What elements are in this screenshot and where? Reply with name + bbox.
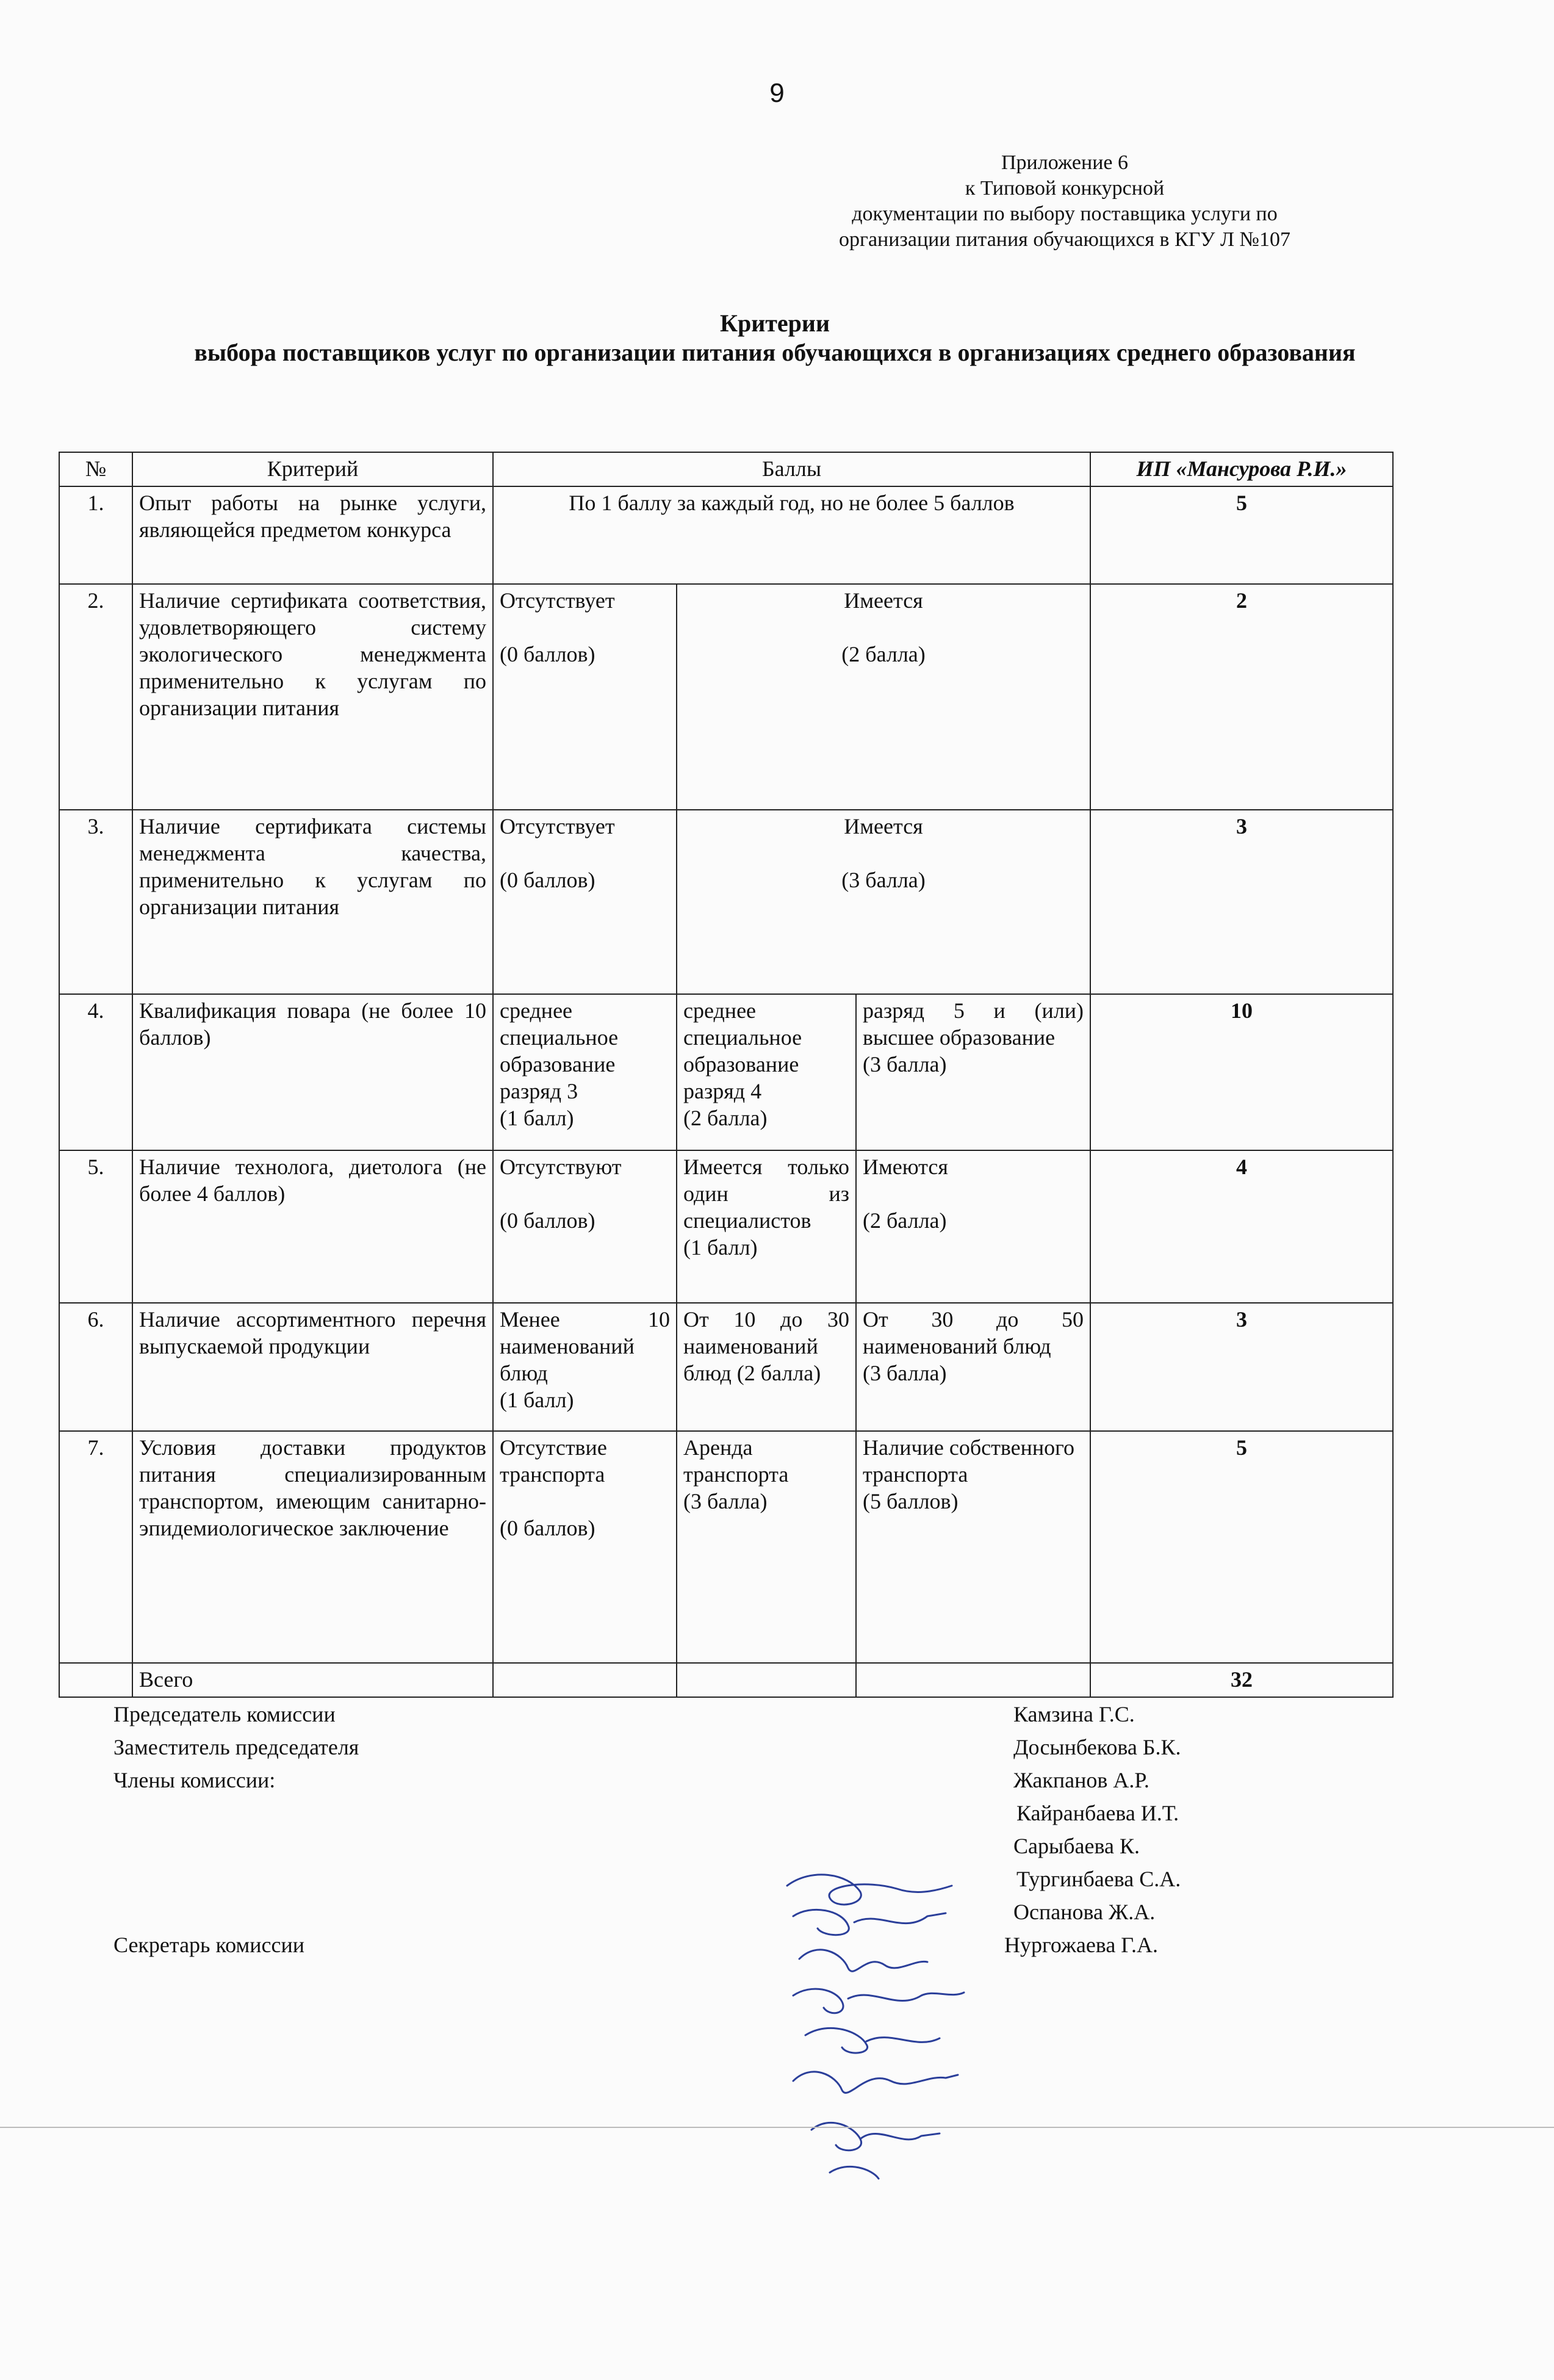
row-option: По 1 баллу за каждый год, но не более 5 баллов [493,486,1090,584]
row-criterion: Наличие сертификата соответствия, удовлетворяющего систему экологического менеджмента применительно к услугам по организации питания [132,584,493,810]
member-name: Жакпанов А.Р. [1013,1768,1149,1792]
row-criterion: Наличие сертификата системы менеджмента качества, применительно к услугам по организации питания [132,810,493,994]
member-name: Оспанова Ж.А. [1013,1900,1156,1924]
row-criterion: Квалификация повара (не более 10 баллов) [132,994,493,1150]
row-num: 7. [59,1431,132,1663]
title-line-1: Критерии [719,309,830,337]
row-num: 1. [59,486,132,584]
total-label: Всего [132,1663,493,1697]
appendix-line-2: к Типовой конкурсной [965,177,1165,200]
appendix-header [720,150,1409,253]
appendix-line-1: Приложение 6 [1001,151,1128,174]
row-option: Имеется только один из специалистов (1 балл) [677,1150,856,1303]
row-criterion: Условия доставки продуктов питания специализированным транспортом, имеющим санитарно-эпидемиологическое заключение [132,1431,493,1663]
row-score: 4 [1090,1150,1393,1303]
signatures-image [775,1672,982,2380]
row-score: 5 [1090,486,1393,584]
table-row [59,1303,1393,1431]
member-name: Досынбекова Б.К. [1013,1735,1181,1759]
row-option: Наличие собственного транспорта (5 баллов) [856,1431,1090,1663]
header-points: Баллы [493,452,1090,486]
row-option: Отсутствует (0 баллов) [493,810,677,994]
appendix-line-3: документации по выбору поставщика услуги по [852,203,1278,225]
row-score: 10 [1090,994,1393,1150]
row-option: Отсутствуют (0 баллов) [493,1150,677,1303]
row-option: Отсутствие транспорта (0 баллов) [493,1431,677,1663]
total-score: 32 [1090,1663,1393,1697]
row-option: Отсутствует (0 баллов) [493,584,677,810]
criteria-table [59,452,1394,1698]
member-name: Тургинбаева С.А. [1016,1867,1181,1891]
header-ip: ИП «Мансурова Р.И.» [1090,452,1393,486]
header-num: № [59,452,132,486]
row-option: Имеется (2 балла) [677,584,1090,810]
members-label: Члены комиссии: [113,1768,276,1792]
row-option: От 30 до 50 наименований блюд (3 балла) [856,1303,1090,1431]
row-option: разряд 5 и (или) высшее образование (3 балла) [856,994,1090,1150]
header-criterion: Критерий [132,452,493,486]
total-empty [493,1663,677,1697]
document-title [73,309,1477,367]
row-option: От 10 до 30 наименований блюд (2 балла) [677,1303,856,1431]
page-number: 9 [769,78,785,108]
table-row [59,810,1393,994]
row-num: 6. [59,1303,132,1431]
secretary-label: Секретарь комиссии [113,1933,304,1957]
table-total-row [59,1663,1393,1697]
table-row [59,1150,1393,1303]
total-num [59,1663,132,1697]
row-option: среднее специальное образование разряд 4 (2 балла) [677,994,856,1150]
table-row [59,584,1393,810]
row-criterion: Наличие технолога, диетолога (не более 4 баллов) [132,1150,493,1303]
row-num: 2. [59,584,132,810]
title-line-2: выбора поставщиков услуг по организации питания обучающихся в организациях среднего образования [194,339,1356,366]
row-option: среднее специальное образование разряд 3 (1 балл) [493,994,677,1150]
row-score: 3 [1090,810,1393,994]
row-option: Имеются (2 балла) [856,1150,1090,1303]
member-name: Камзина Г.С. [1013,1702,1135,1726]
table-row [59,1431,1393,1663]
member-name: Кайранбаева И.Т. [1016,1801,1179,1825]
member-name: Сарыбаева К. [1013,1834,1140,1858]
row-score: 3 [1090,1303,1393,1431]
row-criterion: Наличие ассортиментного перечня выпускаемой продукции [132,1303,493,1431]
member-name: Нургожаева Г.А. [1004,1933,1159,1957]
appendix-line-4: организации питания обучающихся в КГУ Л №107 [839,228,1290,251]
row-option: Аренда транспорта (3 балла) [677,1431,856,1663]
table-row [59,486,1393,584]
deputy-label: Заместитель председателя [113,1735,359,1759]
row-score: 2 [1090,584,1393,810]
table-header-row [59,452,1393,486]
row-criterion: Опыт работы на рынке услуги, являющейся предметом конкурса [132,486,493,584]
chair-label: Председатель комиссии [113,1702,336,1726]
row-score: 5 [1090,1431,1393,1663]
page-bottom-line [0,2127,1554,2128]
row-num: 4. [59,994,132,1150]
row-option: Менее 10 наименований блюд (1 балл) [493,1303,677,1431]
row-option: Имеется (3 балла) [677,810,1090,994]
table-row [59,994,1393,1150]
row-num: 5. [59,1150,132,1303]
row-num: 3. [59,810,132,994]
